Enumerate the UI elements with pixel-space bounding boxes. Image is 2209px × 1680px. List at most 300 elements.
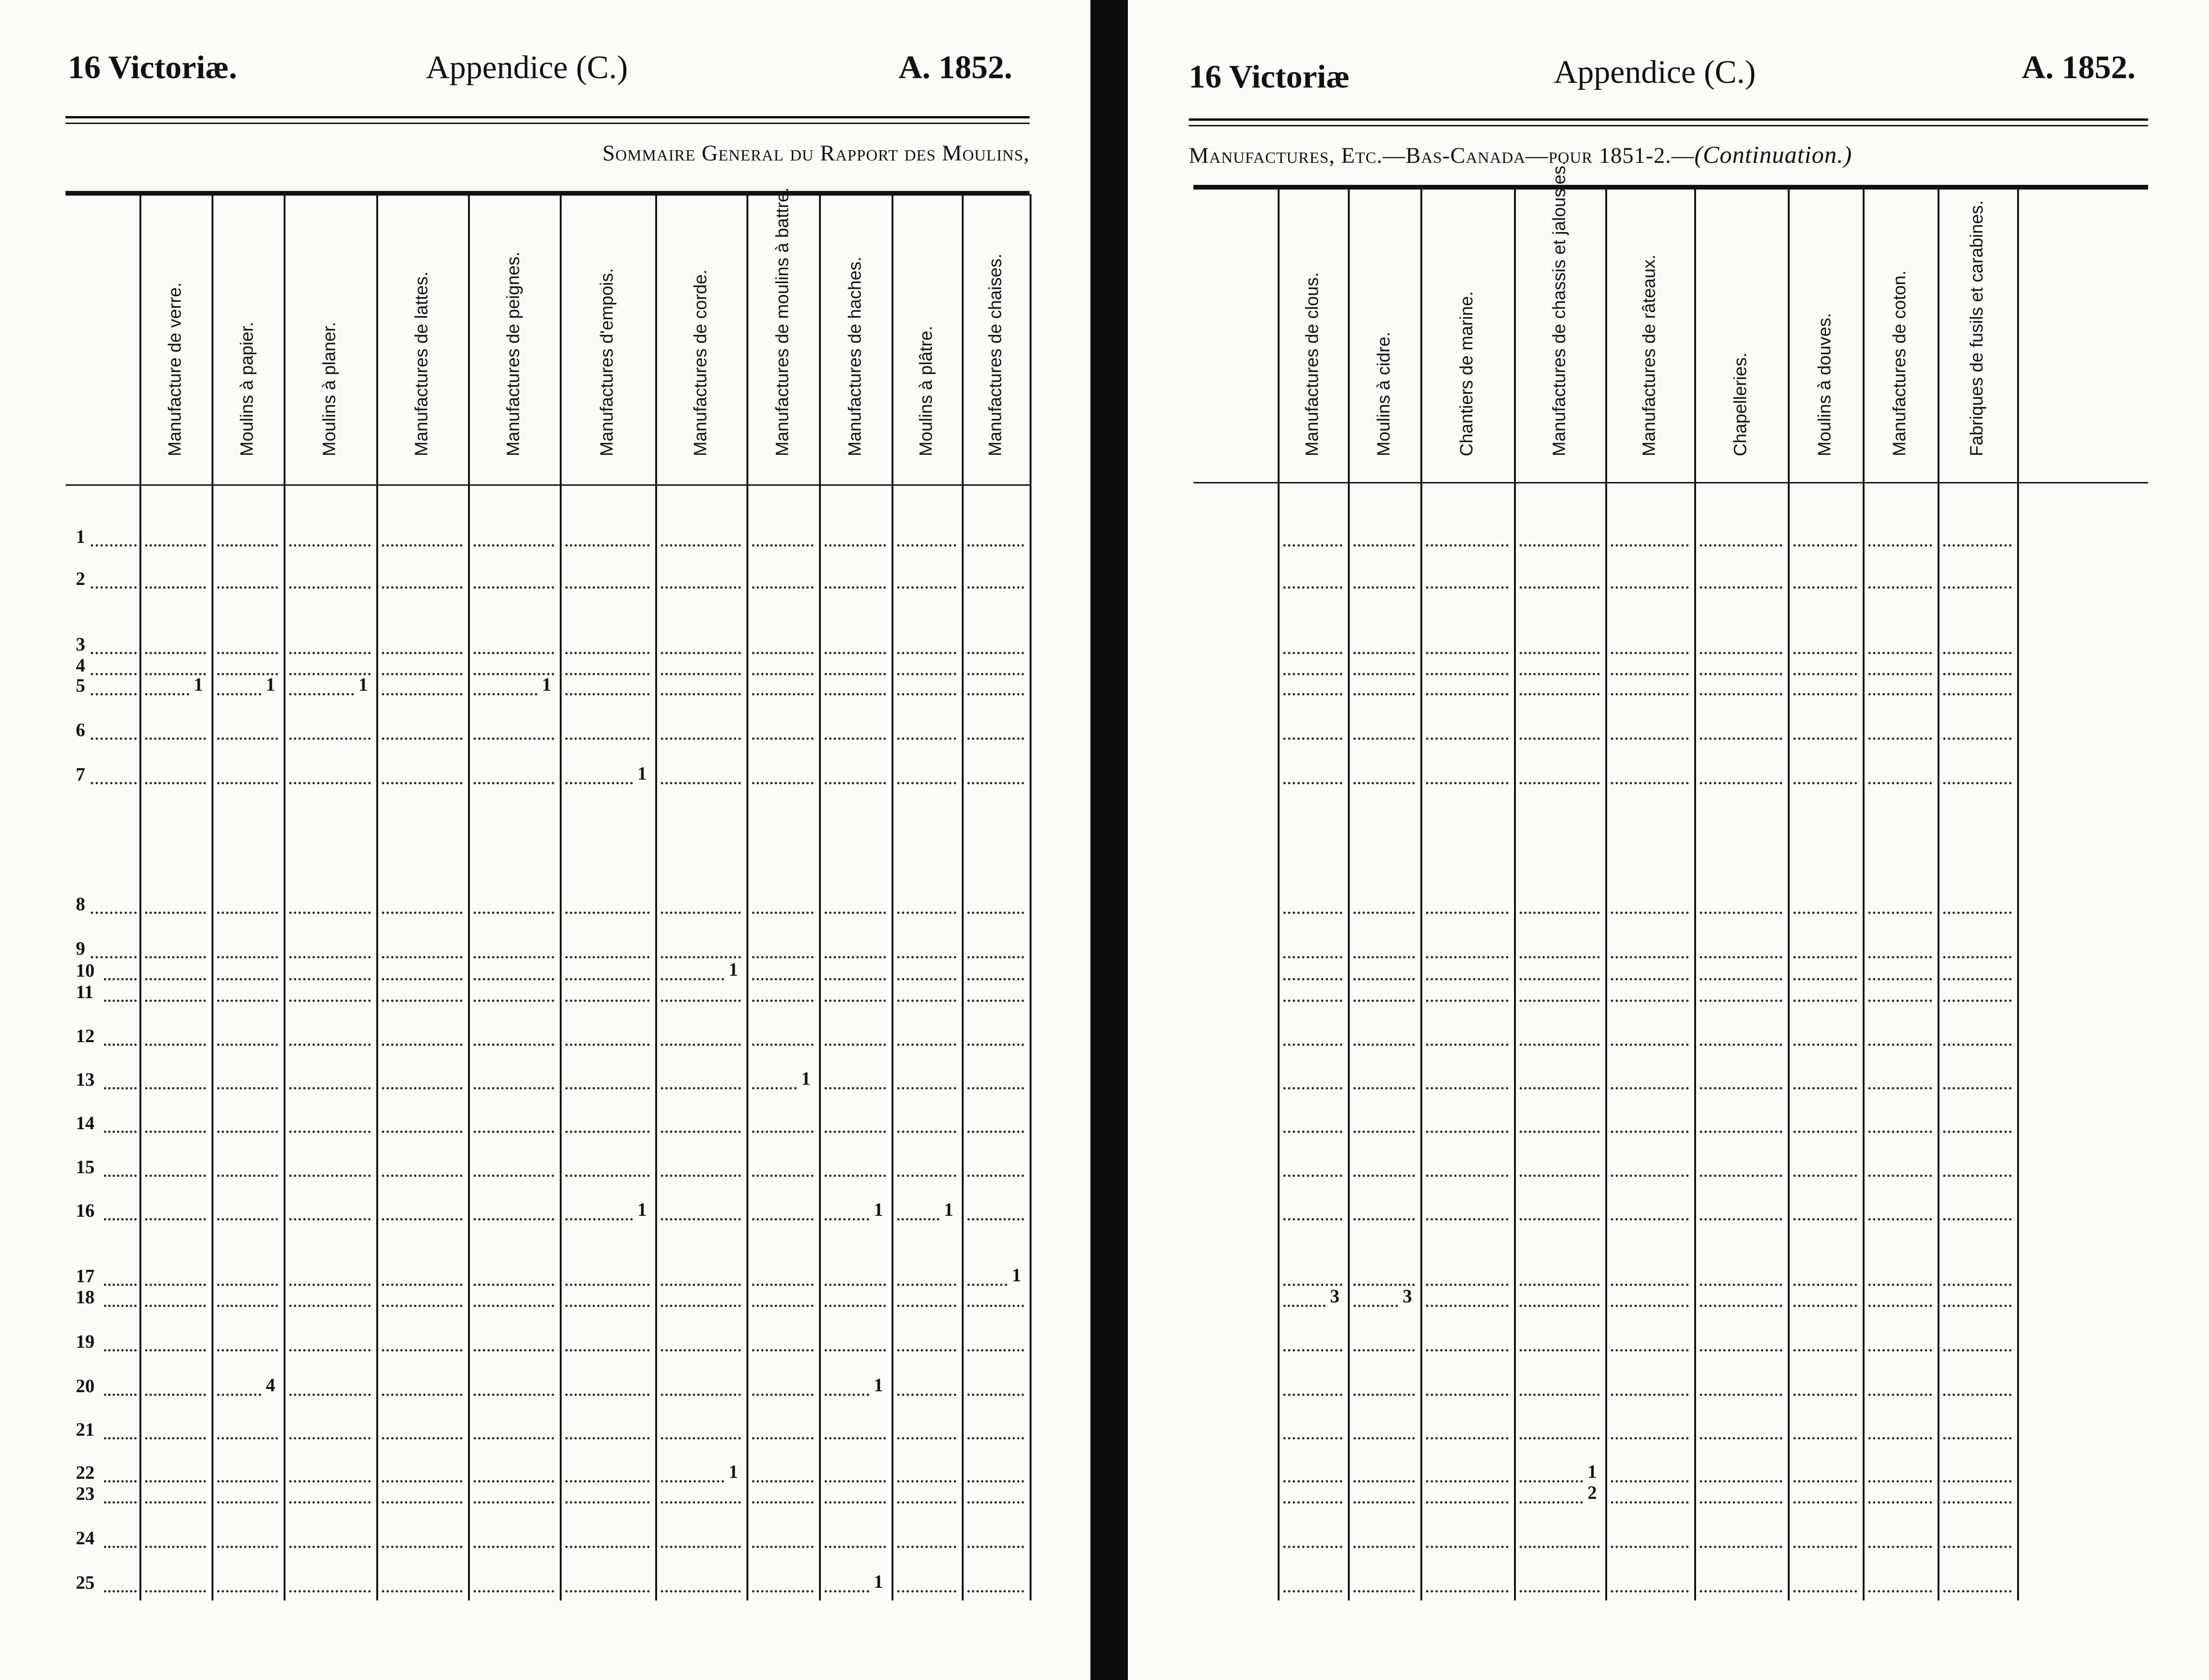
row-number: 20 <box>76 1375 95 1396</box>
right-column-header <box>1278 201 1348 480</box>
row-number: 7 <box>76 764 85 785</box>
right-cell-dots <box>1700 738 1782 740</box>
left-cell-dots <box>565 1131 650 1133</box>
right-cell-dots <box>1611 738 1689 740</box>
right-cell-dots <box>1868 1218 1932 1220</box>
right-cell-dots <box>1700 1305 1782 1307</box>
right-column-header <box>1420 201 1514 480</box>
left-cell-dots <box>217 693 261 695</box>
left-cell-dots <box>752 673 813 675</box>
right-cell-dots <box>1426 1175 1508 1177</box>
right-column-header <box>1938 201 2017 480</box>
left-cell-dots <box>217 544 278 547</box>
left-cell-dots <box>565 544 650 547</box>
right-cell-dots <box>1700 1087 1782 1089</box>
left-cell-dots <box>565 1394 650 1396</box>
left-cell-dots <box>474 738 554 740</box>
left-cell-dots <box>145 652 206 654</box>
right-cell-dots <box>1611 1044 1689 1046</box>
right-cell-dots <box>1353 1218 1415 1220</box>
left-cell-dots <box>382 738 462 740</box>
right-cell-dots <box>1700 1175 1782 1177</box>
left-cell-dots <box>474 978 554 980</box>
right-header-appendix: Appendice (C.) <box>1554 54 1756 90</box>
left-cell-dots <box>145 1501 206 1504</box>
left-cell-dots <box>897 1394 956 1396</box>
right-cell-dots <box>1283 652 1342 654</box>
right-cell-dots <box>1943 1000 2012 1002</box>
row-number-leader <box>104 1087 137 1089</box>
right-cell-dots <box>1611 1218 1689 1220</box>
right-cell-dots <box>1793 1501 1857 1504</box>
right-cell-dots <box>1943 693 2012 695</box>
right-cell-dots <box>1611 1394 1689 1396</box>
right-cell-dots <box>1868 1349 1932 1351</box>
right-cell-dots <box>1353 956 1415 958</box>
left-cell-dots <box>289 652 371 654</box>
right-cell-dots <box>1943 1284 2012 1286</box>
left-cell-dots <box>382 1044 462 1046</box>
right-cell-dots <box>1426 782 1508 784</box>
left-column-header-label: Manufactures de lattes. <box>412 271 432 457</box>
left-cell-dots <box>217 738 278 740</box>
right-cell-dots <box>1943 912 2012 914</box>
right-cell-dots <box>1868 1044 1932 1046</box>
left-cell-dots <box>661 1284 741 1286</box>
right-cell-dots <box>1793 1305 1857 1307</box>
right-cell-dots <box>1611 1087 1689 1089</box>
right-cell-dots <box>1793 978 1857 980</box>
left-cell-dots <box>565 978 650 980</box>
right-cell-dots <box>1611 586 1689 589</box>
left-cell-dots <box>145 1305 206 1307</box>
left-cell-dots <box>897 956 956 958</box>
left-cell-dots <box>661 1000 741 1002</box>
left-cell-dots <box>145 1131 206 1133</box>
left-cell-dots <box>217 956 278 958</box>
left-cell-dots <box>382 1087 462 1089</box>
left-cell-dots <box>967 782 1024 784</box>
left-cell-dots <box>382 1305 462 1307</box>
right-column-header-label: Manufactures de râteaux. <box>1639 255 1660 457</box>
left-cell-dots <box>217 1501 278 1504</box>
left-cell-dots <box>217 1437 278 1439</box>
row-number-leader <box>91 673 137 675</box>
row-number: 23 <box>76 1483 95 1504</box>
left-column-header <box>284 206 376 480</box>
right-cell-dots <box>1353 1349 1415 1351</box>
left-cell-dots <box>752 1349 813 1351</box>
right-cell-dots <box>1283 1000 1342 1002</box>
left-cell-dots <box>382 544 462 547</box>
right-cell-dots <box>1353 1546 1415 1548</box>
right-cell-dots <box>1943 1131 2012 1133</box>
left-cell-dots <box>661 1044 741 1046</box>
right-cell-dots <box>1868 782 1932 784</box>
row-number-leader <box>104 1590 137 1592</box>
right-table-top-rule <box>1193 185 2148 190</box>
left-cell-dots <box>967 1044 1024 1046</box>
right-cell-dots <box>1353 1175 1415 1177</box>
left-cell-dots <box>474 544 554 547</box>
left-cell-dots <box>289 1349 371 1351</box>
left-column-header-label: Moulins à planer. <box>320 321 340 457</box>
right-cell-dots <box>1793 1480 1857 1483</box>
right-cell-dots <box>1793 586 1857 589</box>
right-cell-dots <box>1520 1000 1600 1002</box>
right-cell-dots <box>1520 673 1600 675</box>
left-cell-dots <box>967 1546 1024 1548</box>
left-cell-dots <box>474 652 554 654</box>
row-number: 2 <box>76 568 85 589</box>
left-cell-value: 1 <box>358 674 368 695</box>
left-cell-dots <box>289 1175 371 1177</box>
left-cell-dots <box>752 693 813 695</box>
left-cell-dots <box>661 912 741 914</box>
left-cell-dots <box>474 586 554 589</box>
left-cell-dots <box>145 1546 206 1548</box>
right-cell-dots <box>1611 1546 1689 1548</box>
left-cell-dots <box>825 652 886 654</box>
right-cell-dots <box>1426 1218 1508 1220</box>
left-cell-dots <box>565 1349 650 1351</box>
row-number: 11 <box>76 981 94 1002</box>
right-cell-dots <box>1353 1480 1415 1483</box>
right-cell-dots <box>1868 1175 1932 1177</box>
right-cell-dots <box>1520 1394 1600 1396</box>
left-column-header <box>560 206 655 480</box>
left-cell-dots <box>217 1394 261 1396</box>
right-cell-dots <box>1700 1218 1782 1220</box>
left-cell-value: 1 <box>729 1461 738 1482</box>
left-cell-dots <box>289 978 371 980</box>
right-cell-dots <box>1943 1437 2012 1439</box>
left-cell-dots <box>752 1087 797 1089</box>
left-cell-dots <box>382 1480 462 1483</box>
row-number: 24 <box>76 1527 95 1549</box>
right-cell-dots <box>1353 978 1415 980</box>
left-cell-dots <box>752 956 813 958</box>
left-column-header-label: Manufactures de haches. <box>845 256 865 457</box>
left-header-rule-2 <box>66 123 1030 124</box>
row-number-leader <box>104 1546 137 1548</box>
left-cell-dots <box>217 1044 278 1046</box>
right-cell-dots <box>1611 1590 1689 1592</box>
right-cell-dots <box>1611 1131 1689 1133</box>
left-cell-dots <box>897 1131 956 1133</box>
right-cell-dots <box>1943 586 2012 589</box>
left-cell-dots <box>825 1394 869 1396</box>
left-page <box>0 0 1086 1680</box>
right-cell-dots <box>1426 1590 1508 1592</box>
right-cell-dots <box>1868 1546 1932 1548</box>
left-cell-dots <box>565 1501 650 1504</box>
left-cell-dots <box>897 1590 956 1592</box>
right-cell-dots <box>1943 1087 2012 1089</box>
right-cell-dots <box>1611 673 1689 675</box>
row-number: 3 <box>76 634 85 655</box>
right-cell-dots <box>1793 673 1857 675</box>
left-cell-dots <box>145 1218 206 1220</box>
left-cell-dots <box>897 738 956 740</box>
left-cell-dots <box>565 693 650 695</box>
right-cell-dots <box>1283 1349 1342 1351</box>
left-cell-dots <box>289 1284 371 1286</box>
left-cell-dots <box>825 1437 886 1439</box>
right-cell-dots <box>1353 1044 1415 1046</box>
right-cell-dots <box>1283 782 1342 784</box>
left-cell-dots <box>289 1590 371 1592</box>
right-cell-dots <box>1520 1131 1600 1133</box>
right-cell-dots <box>1520 1087 1600 1089</box>
right-cell-dots <box>1520 1175 1600 1177</box>
right-cell-dots <box>1868 1284 1932 1286</box>
right-cell-dots <box>1943 782 2012 784</box>
right-cell-dots <box>1353 912 1415 914</box>
right-cell-dots <box>1426 693 1508 695</box>
right-cell-dots <box>1700 782 1782 784</box>
right-cell-dots <box>1353 586 1415 589</box>
left-cell-dots <box>825 978 886 980</box>
left-cell-dots <box>382 1546 462 1548</box>
left-cell-dots <box>967 693 1024 695</box>
left-cell-dots <box>897 693 956 695</box>
right-column-header-label: Fabriques de fusils et carabines. <box>1967 200 1987 457</box>
right-column-header <box>1514 161 1605 480</box>
right-cell-dots <box>1868 652 1932 654</box>
right-cell-dots <box>1793 1546 1857 1548</box>
left-cell-dots <box>967 1437 1024 1439</box>
right-header-rule-2 <box>1189 125 2148 126</box>
right-cell-dots <box>1520 693 1600 695</box>
right-cell-dots <box>1611 956 1689 958</box>
right-cell-dots <box>1943 1590 2012 1592</box>
row-number: 21 <box>76 1419 95 1440</box>
left-cell-dots <box>382 1284 462 1286</box>
left-cell-value: 1 <box>874 1199 883 1220</box>
left-cell-dots <box>289 586 371 589</box>
right-cell-dots <box>1520 978 1600 980</box>
left-cell-dots <box>897 1218 939 1220</box>
right-cell-dots <box>1868 738 1932 740</box>
right-header-rule <box>1189 118 2148 121</box>
right-column-header <box>1694 201 1788 480</box>
right-cell-dots <box>1611 1284 1689 1286</box>
right-cell-dots <box>1700 673 1782 675</box>
left-cell-dots <box>897 1349 956 1351</box>
left-cell-dots <box>145 1175 206 1177</box>
right-column-header-label: Chapelleries. <box>1731 352 1751 457</box>
left-cell-dots <box>967 1218 1024 1220</box>
row-number: 22 <box>76 1462 95 1483</box>
right-header-year: A. 1852. <box>2022 50 2136 86</box>
left-cell-dots <box>474 1044 554 1046</box>
right-cell-dots <box>1520 544 1600 547</box>
right-column-header-label: Moulins à douves. <box>1815 313 1835 457</box>
left-cell-dots <box>217 1000 278 1002</box>
right-cell-dots <box>1283 1394 1342 1396</box>
left-cell-dots <box>217 586 278 589</box>
right-cell-dots <box>1700 1284 1782 1286</box>
right-table-header-rule <box>1193 482 2148 483</box>
left-cell-dots <box>897 1437 956 1439</box>
row-number: 1 <box>76 526 85 547</box>
right-cell-dots <box>1793 1349 1857 1351</box>
left-cell-dots <box>289 1131 371 1133</box>
row-number: 6 <box>76 719 85 740</box>
right-cell-dots <box>1943 1044 2012 1046</box>
right-cell-dots <box>1793 1000 1857 1002</box>
right-cell-dots <box>1611 1437 1689 1439</box>
left-cell-dots <box>825 1218 869 1220</box>
row-number-leader <box>91 586 137 589</box>
right-cell-dots <box>1426 956 1508 958</box>
left-cell-dots <box>661 1590 741 1592</box>
left-cell-dots <box>382 1394 462 1396</box>
left-cell-dots <box>289 1437 371 1439</box>
left-cell-dots <box>565 1305 650 1307</box>
left-cell-dots <box>825 1044 886 1046</box>
row-number: 18 <box>76 1286 95 1307</box>
row-number-leader <box>104 1501 137 1504</box>
left-cell-dots <box>967 1131 1024 1133</box>
right-cell-dots <box>1611 912 1689 914</box>
left-cell-dots <box>661 1437 741 1439</box>
right-cell-dots <box>1283 586 1342 589</box>
left-cell-dots <box>897 1501 956 1504</box>
right-cell-dots <box>1426 1394 1508 1396</box>
right-cell-dots <box>1283 1087 1342 1089</box>
left-cell-dots <box>661 978 724 980</box>
left-cell-dots <box>382 782 462 784</box>
right-cell-dots <box>1793 652 1857 654</box>
right-cell-value: 3 <box>1403 1286 1412 1307</box>
left-cell-dots <box>217 1480 278 1483</box>
right-cell-dots <box>1868 1590 1932 1592</box>
right-cell-dots <box>1868 1087 1932 1089</box>
left-cell-dots <box>825 1305 886 1307</box>
left-column-header <box>892 206 962 480</box>
right-cell-dots <box>1793 912 1857 914</box>
left-cell-dots <box>565 1284 650 1286</box>
row-number-leader <box>91 912 137 914</box>
left-header-appendix: Appendice (C.) <box>426 50 628 86</box>
left-cell-dots <box>382 1437 462 1439</box>
row-number: 15 <box>76 1156 95 1177</box>
right-cell-dots <box>1943 1175 2012 1177</box>
right-cell-dots <box>1868 912 1932 914</box>
right-cell-dots <box>1426 1437 1508 1439</box>
left-cell-value: 4 <box>266 1374 275 1395</box>
left-cell-dots <box>382 956 462 958</box>
left-cell-dots <box>565 912 650 914</box>
left-cell-value: 1 <box>801 1068 811 1089</box>
left-column-header <box>139 206 212 480</box>
left-cell-dots <box>661 544 741 547</box>
right-cell-dots <box>1426 652 1508 654</box>
left-cell-dots <box>897 1305 956 1307</box>
right-cell-value: 2 <box>1587 1482 1597 1503</box>
left-cell-value: 1 <box>1012 1264 1021 1286</box>
left-cell-dots <box>825 912 886 914</box>
right-cell-dots <box>1520 1218 1600 1220</box>
right-cell-dots <box>1520 1305 1600 1307</box>
left-cell-value: 1 <box>874 1374 883 1395</box>
right-cell-dots <box>1868 956 1932 958</box>
left-cell-dots <box>145 693 189 695</box>
left-cell-dots <box>474 912 554 914</box>
right-cell-dots <box>1868 586 1932 589</box>
left-cell-dots <box>752 1305 813 1307</box>
right-cell-dots <box>1700 1131 1782 1133</box>
left-cell-dots <box>967 1087 1024 1089</box>
right-cell-dots <box>1611 652 1689 654</box>
left-cell-dots <box>289 956 371 958</box>
left-table-top-rule <box>66 191 1030 196</box>
row-number: 9 <box>76 938 85 959</box>
left-header-rule <box>66 116 1030 118</box>
row-number: 10 <box>76 960 95 981</box>
right-cell-dots <box>1283 544 1342 547</box>
left-cell-dots <box>382 1218 462 1220</box>
left-cell-dots <box>474 1305 554 1307</box>
right-cell-dots <box>1520 1044 1600 1046</box>
right-cell-dots <box>1426 1480 1508 1483</box>
left-cell-dots <box>897 673 956 675</box>
left-cell-dots <box>825 1590 869 1592</box>
left-cell-dots <box>289 1087 371 1089</box>
left-cell-dots <box>825 1175 886 1177</box>
book-spine <box>1090 0 1128 1680</box>
right-cell-dots <box>1426 586 1508 589</box>
left-cell-dots <box>897 978 956 980</box>
left-table-header-rule <box>66 484 1030 486</box>
left-cell-dots <box>967 673 1024 675</box>
right-cell-dots <box>1426 1131 1508 1133</box>
left-cell-dots <box>825 1349 886 1351</box>
left-cell-dots <box>565 1087 650 1089</box>
left-cell-dots <box>752 652 813 654</box>
left-cell-dots <box>661 1131 741 1133</box>
row-number-leader <box>104 1305 137 1307</box>
right-cell-dots <box>1943 652 2012 654</box>
left-cell-dots <box>825 1087 886 1089</box>
right-cell-dots <box>1793 782 1857 784</box>
left-cell-dots <box>565 1044 650 1046</box>
left-cell-dots <box>382 912 462 914</box>
left-cell-dots <box>897 1480 956 1483</box>
right-cell-dots <box>1353 1394 1415 1396</box>
left-cell-dots <box>661 1218 741 1220</box>
right-cell-dots <box>1520 1480 1583 1483</box>
left-cell-dots <box>145 1087 206 1089</box>
left-cell-dots <box>145 586 206 589</box>
right-cell-dots <box>1700 1590 1782 1592</box>
row-number-leader <box>91 782 137 784</box>
right-cell-dots <box>1520 1349 1600 1351</box>
left-cell-dots <box>897 544 956 547</box>
left-column-header <box>655 206 746 480</box>
left-cell-dots <box>217 1305 278 1307</box>
left-cell-dots <box>217 1590 278 1592</box>
right-cell-dots <box>1943 1305 2012 1307</box>
left-cell-dots <box>145 1000 206 1002</box>
right-cell-dots <box>1353 1000 1415 1002</box>
right-cell-dots <box>1520 738 1600 740</box>
left-cell-dots <box>382 673 462 675</box>
right-cell-dots <box>1426 1087 1508 1089</box>
left-cell-dots <box>382 586 462 589</box>
